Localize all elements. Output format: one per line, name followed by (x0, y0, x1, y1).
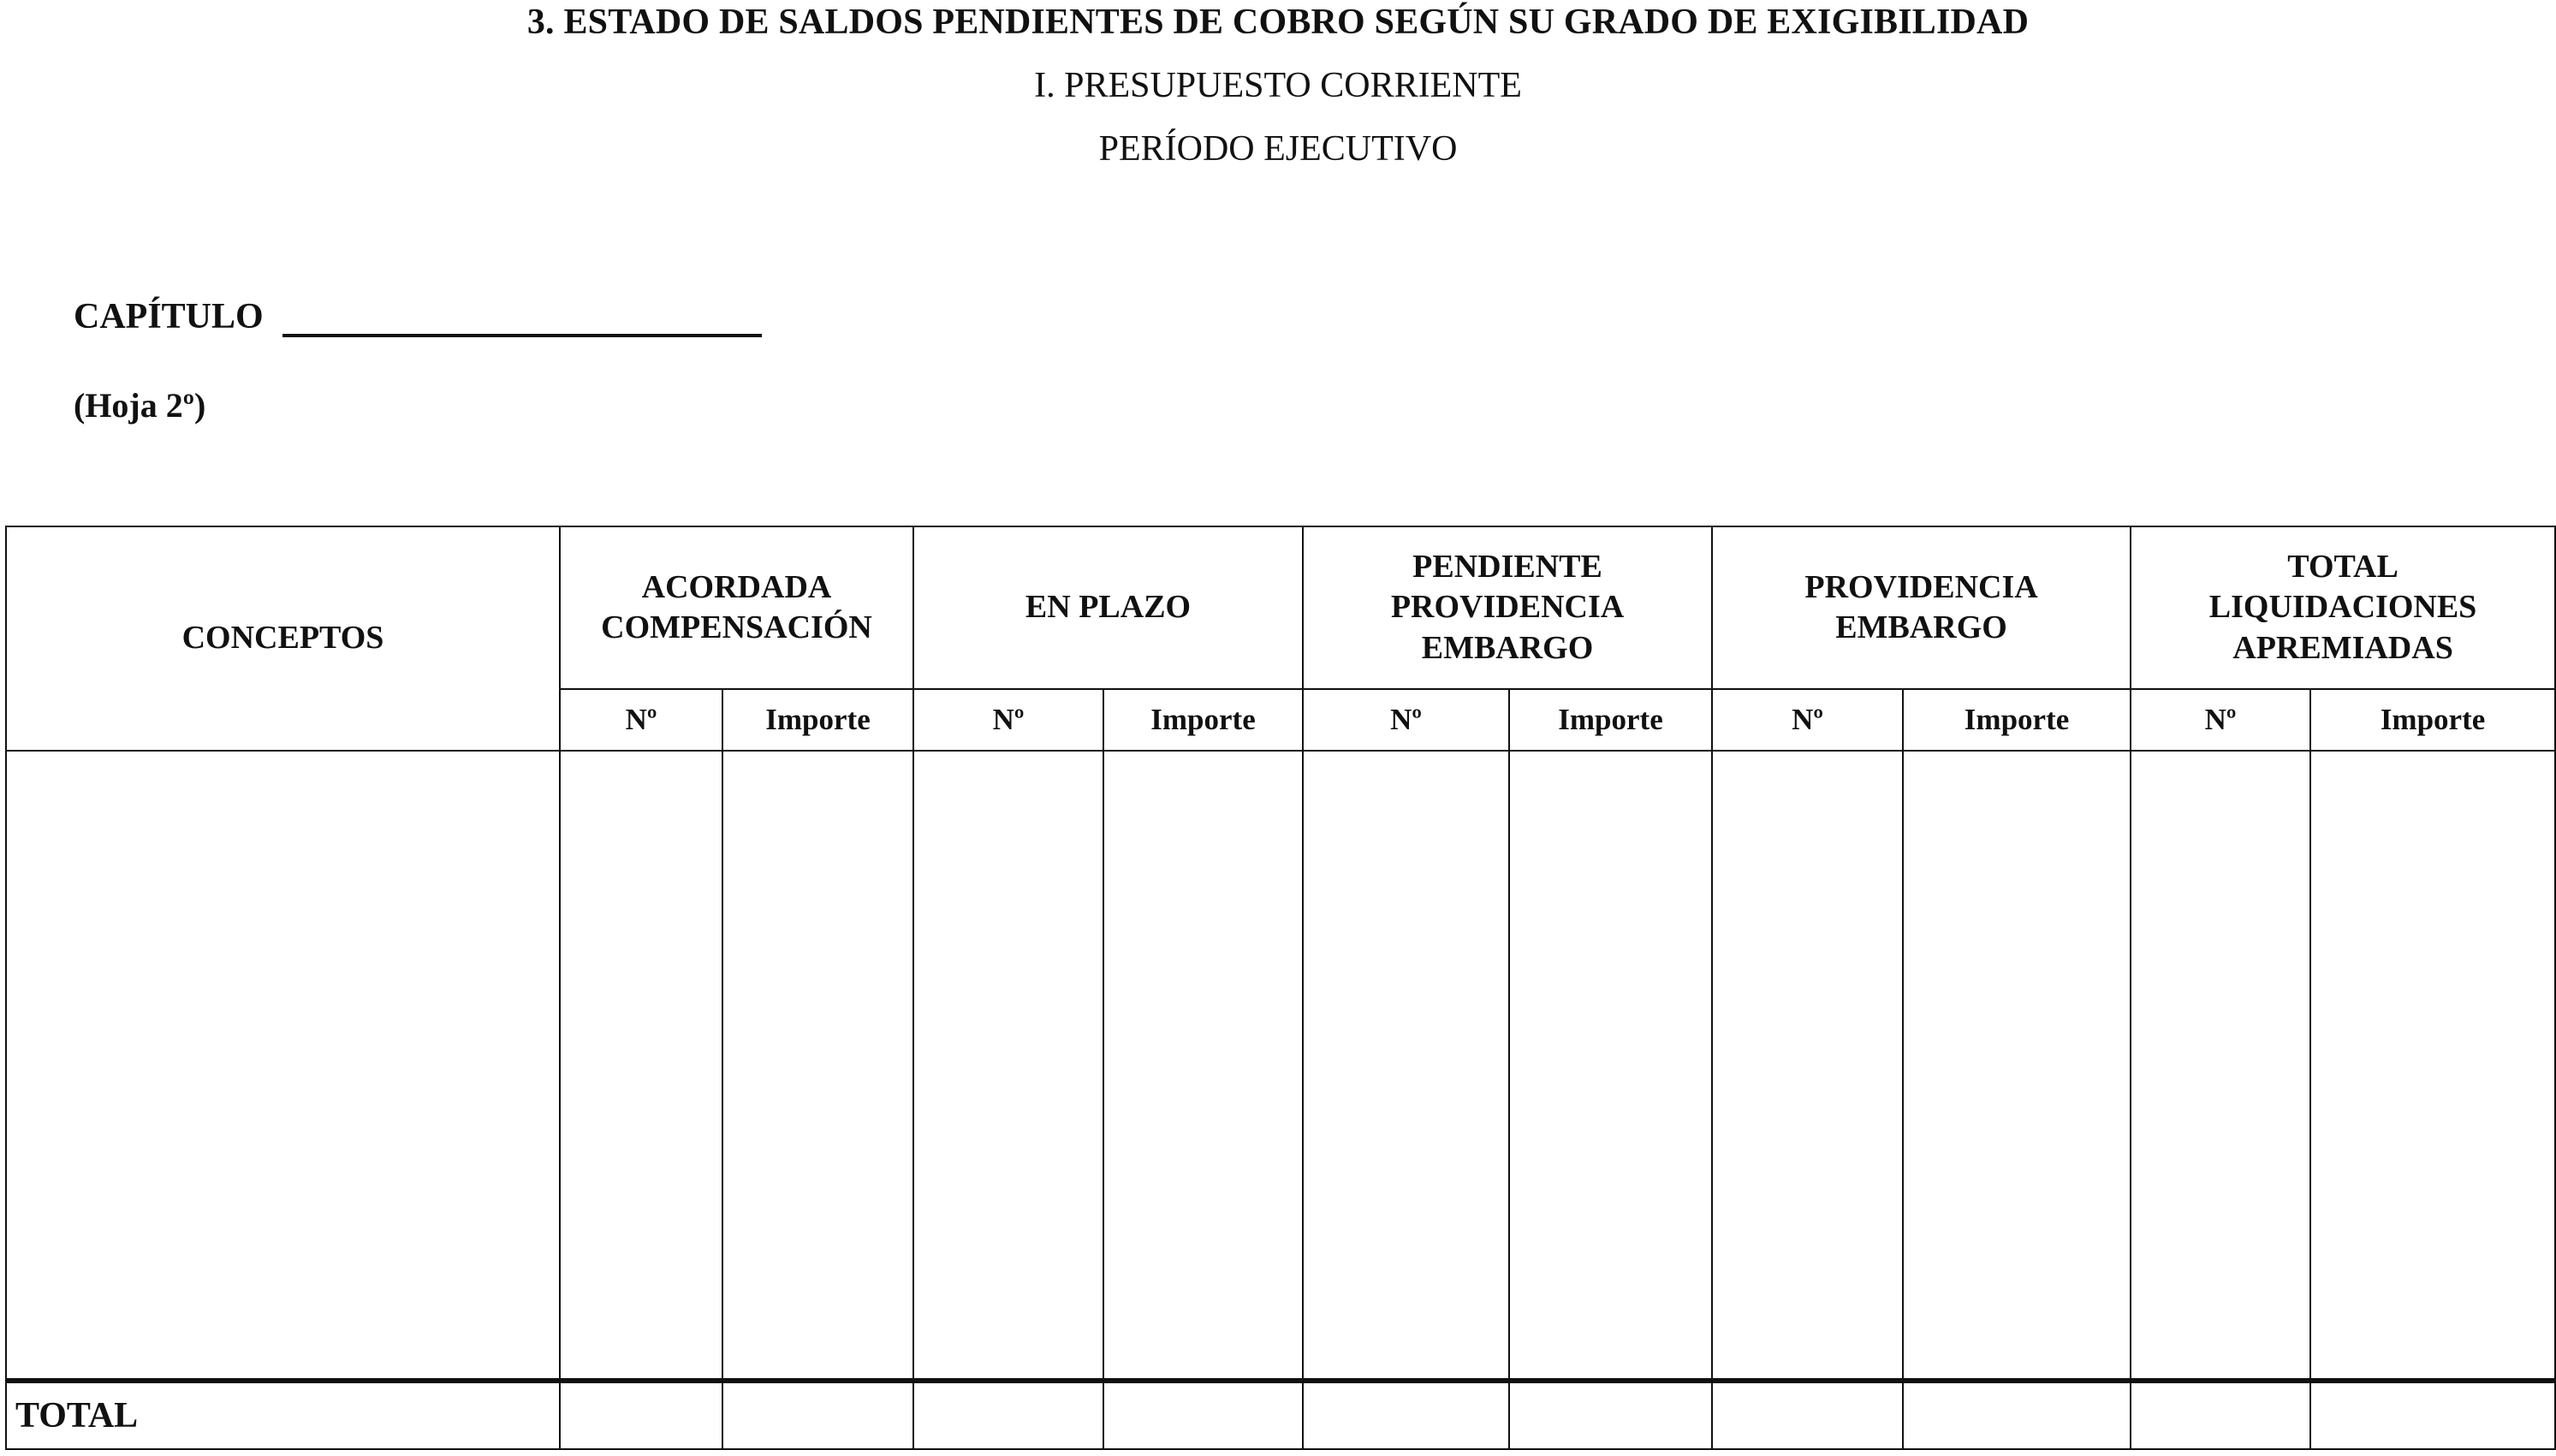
group-header-line: PENDIENTE (1412, 548, 1602, 585)
group-header-total-liquidaciones-apremiadas (2131, 526, 2555, 689)
number-entry-cell[interactable] (913, 751, 1103, 1381)
group-header-pendiente-providencia-embargo (1303, 526, 1712, 689)
sub-header-number: Nº (1712, 689, 1903, 751)
group-header-line: ACORDADA (641, 568, 832, 605)
sub-header-number: Nº (1303, 689, 1509, 751)
group-header-line: PROVIDENCIA (1804, 568, 2038, 605)
group-header-line: APREMIADAS (2232, 629, 2453, 666)
group-header-line: EN PLAZO (1025, 589, 1192, 626)
amount-entry-cell[interactable] (2310, 751, 2555, 1381)
amount-entry-cell[interactable] (722, 751, 913, 1381)
sub-header-number: Nº (560, 689, 722, 751)
number-entry-cell[interactable] (560, 751, 722, 1381)
amount-entry-cell[interactable] (1903, 751, 2131, 1381)
total-number-cell[interactable] (913, 1381, 1103, 1449)
document-subtitle-budget: I. PRESUPUESTO CORRIENTE (1034, 66, 1522, 105)
total-number-cell[interactable] (1712, 1381, 1903, 1449)
sub-header-amount: Importe (1103, 689, 1303, 751)
total-row (6, 1381, 2555, 1449)
balances-form-table (5, 526, 2556, 1450)
total-amount-cell[interactable] (722, 1381, 913, 1449)
sub-header-amount: Importe (1509, 689, 1712, 751)
number-entry-cell[interactable] (2131, 751, 2310, 1381)
conceptos-header: CONCEPTOS (6, 526, 560, 751)
amount-entry-cell[interactable] (1509, 751, 1712, 1381)
total-amount-cell[interactable] (1509, 1381, 1712, 1449)
entry-row (6, 751, 2555, 1381)
total-number-cell[interactable] (1303, 1381, 1509, 1449)
capitulo-label: CAPÍTULO (74, 297, 264, 336)
sub-header-number: Nº (913, 689, 1103, 751)
document-subtitle-period: PERÍODO EJECUTIVO (1098, 129, 1458, 169)
group-header-line: PROVIDENCIA (1390, 589, 1625, 626)
sub-header-amount: Importe (2310, 689, 2555, 751)
total-number-cell[interactable] (560, 1381, 722, 1449)
total-amount-cell[interactable] (2310, 1381, 2555, 1449)
group-header-line: TOTAL (2287, 548, 2398, 585)
total-amount-cell[interactable] (1103, 1381, 1303, 1449)
group-header-en-plazo (913, 526, 1303, 689)
amount-entry-cell[interactable] (1103, 751, 1303, 1381)
total-label: TOTAL (6, 1381, 560, 1449)
conceptos-entry-cell[interactable] (6, 751, 560, 1381)
total-amount-cell[interactable] (1903, 1381, 2131, 1449)
group-header-providencia-embargo (1712, 526, 2131, 689)
group-header-line: EMBARGO (1835, 609, 2007, 645)
sub-header-number: Nº (2131, 689, 2310, 751)
group-header-row (6, 526, 2555, 689)
group-header-line: EMBARGO (1421, 629, 1594, 666)
capitulo-fill-line[interactable] (282, 334, 762, 337)
number-entry-cell[interactable] (1712, 751, 1903, 1381)
group-header-line: COMPENSACIÓN (601, 609, 872, 645)
sheet-label: (Hoja 2º) (74, 386, 206, 425)
group-header-line: LIQUIDACIONES (2208, 589, 2477, 626)
number-entry-cell[interactable] (1303, 751, 1509, 1381)
sub-header-amount: Importe (1903, 689, 2131, 751)
document-title: 3. ESTADO DE SALDOS PENDIENTES DE COBRO SEGÚN SU GRADO DE EXIGIBILIDAD (526, 3, 2030, 42)
group-header-acordada-compensacion (560, 526, 913, 689)
total-number-cell[interactable] (2131, 1381, 2310, 1449)
sub-header-amount: Importe (722, 689, 913, 751)
